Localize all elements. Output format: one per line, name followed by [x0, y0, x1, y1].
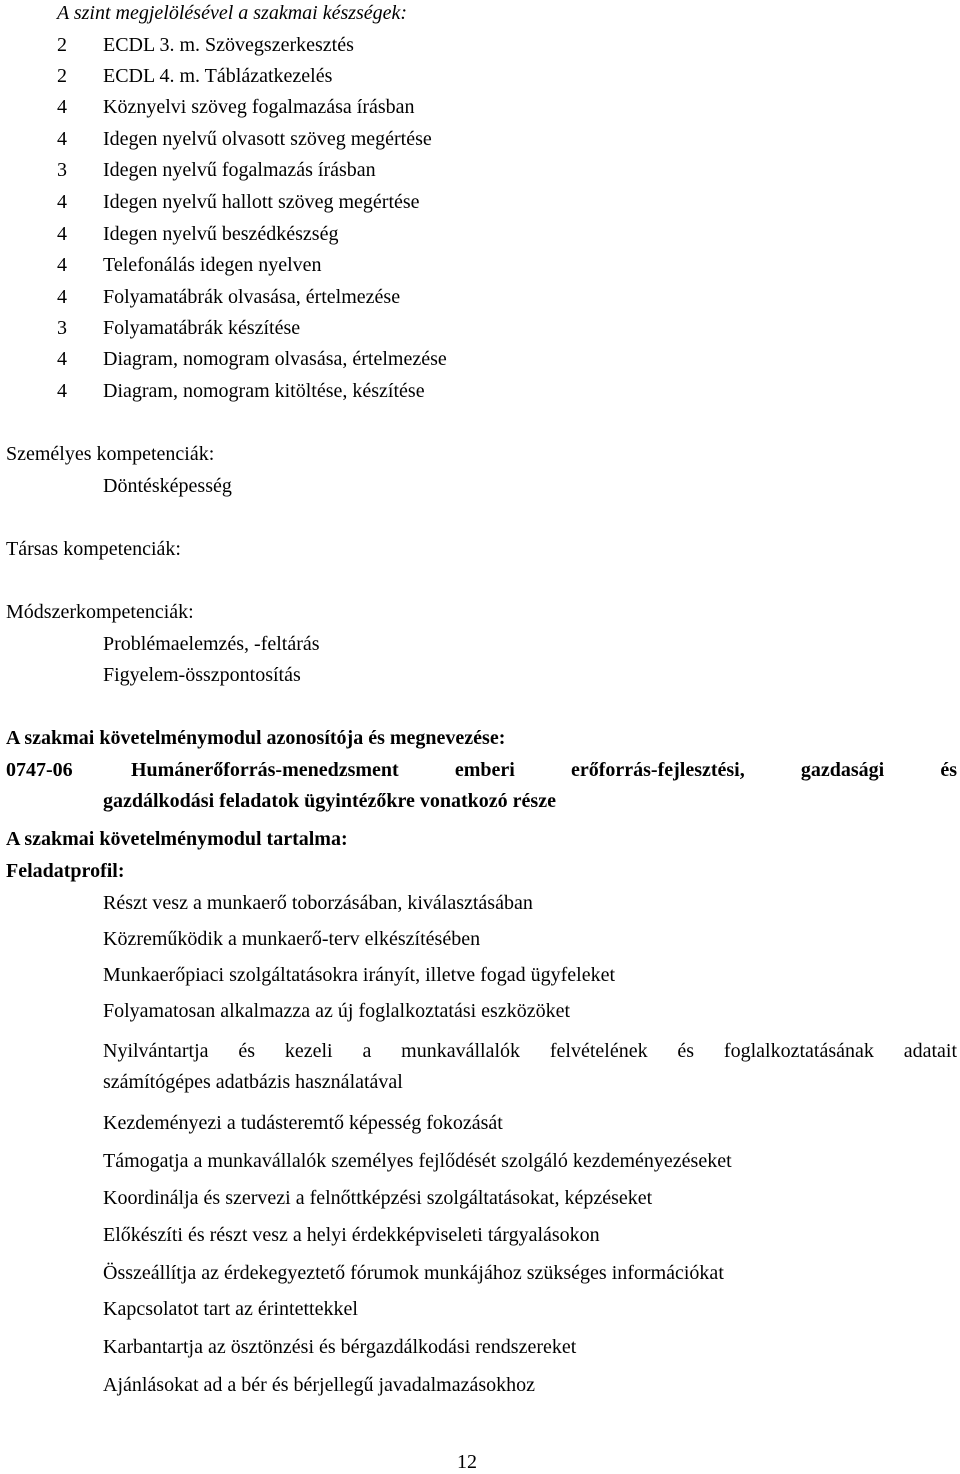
skill-level: 4 — [57, 96, 67, 118]
skill-label: Idegen nyelvű fogalmazás írásban — [103, 159, 376, 181]
page-number: 12 — [457, 1451, 477, 1473]
skill-level: 4 — [57, 128, 67, 150]
task-item: Közreműködik a munkaerő-terv elkészítésében — [103, 928, 481, 950]
task-item: Munkaerőpiaci szolgáltatásokra irányít, illetve fogad ügyfeleket — [103, 964, 616, 986]
skill-level: 4 — [57, 191, 67, 213]
module-name-line: gazdálkodási feladatok ügyintézőkre vonatkozó része — [103, 790, 556, 812]
task-item: Karbantartja az ösztönzési és bérgazdálkodási rendszereket — [103, 1336, 577, 1358]
skill-label: ECDL 4. m. Táblázatkezelés — [103, 65, 333, 87]
task-item: Ajánlásokat ad a bér és bérjellegű javadalmazásokhoz — [103, 1374, 536, 1396]
task-item: Kezdeményezi a tudásteremtő képesség fokozását — [103, 1112, 503, 1134]
task-item: Összeállítja az érdekegyeztető fórumok munkájához szükséges információkat — [103, 1262, 724, 1284]
method-competencies-heading: Módszerkompetenciák: — [6, 601, 194, 623]
module-code: 0747-06 — [6, 759, 73, 781]
skills-heading: A szint megjelölésével a szakmai készségek: — [57, 2, 408, 24]
skill-level: 4 — [57, 223, 67, 245]
skill-level: 4 — [57, 348, 67, 370]
skill-level: 4 — [57, 380, 67, 402]
task-item: Kapcsolatot tart az érintettekkel — [103, 1298, 358, 1320]
module-content-heading: A szakmai követelménymodul tartalma: — [6, 828, 348, 850]
module-id-heading: A szakmai követelménymodul azonosítója és megnevezése: — [6, 727, 506, 749]
skill-level: 3 — [57, 159, 67, 181]
skill-label: Köznyelvi szöveg fogalmazása írásban — [103, 96, 415, 118]
personal-competency-item: Döntésképesség — [103, 475, 232, 497]
task-item: Támogatja a munkavállalók személyes fejlődését szolgáló kezdeményezéseket — [103, 1150, 732, 1172]
method-competency-item: Problémaelemzés, -feltárás — [103, 633, 320, 655]
task-item: Nyilvántartja és kezeli a munkavállalók felvételének és foglalkoztatásának adatait — [103, 1040, 957, 1062]
skill-level: 2 — [57, 34, 67, 56]
skill-label: Idegen nyelvű hallott szöveg megértése — [103, 191, 420, 213]
skill-level: 4 — [57, 254, 67, 276]
skill-label: Diagram, nomogram olvasása, értelmezése — [103, 348, 447, 370]
skill-level: 2 — [57, 65, 67, 87]
skill-label: Folyamatábrák készítése — [103, 317, 301, 339]
task-item: Részt vesz a munkaerő toborzásában, kiválasztásában — [103, 892, 533, 914]
skill-label: Idegen nyelvű beszédkészség — [103, 223, 339, 245]
skill-label: ECDL 3. m. Szövegszerkesztés — [103, 34, 354, 56]
task-item: Előkészíti és részt vesz a helyi érdekképviseleti tárgyalásokon — [103, 1224, 600, 1246]
skill-label: Telefonálás idegen nyelven — [103, 254, 322, 276]
skill-level: 4 — [57, 286, 67, 308]
task-profile-heading: Feladatprofil: — [6, 860, 125, 882]
task-item: Folyamatosan alkalmazza az új foglalkoztatási eszközöket — [103, 1000, 571, 1022]
social-competencies-heading: Társas kompetenciák: — [6, 538, 181, 560]
skill-label: Idegen nyelvű olvasott szöveg megértése — [103, 128, 432, 150]
skill-level: 3 — [57, 317, 67, 339]
personal-competencies-heading: Személyes kompetenciák: — [6, 443, 215, 465]
method-competency-item: Figyelem-összpontosítás — [103, 664, 301, 686]
skill-label: Folyamatábrák olvasása, értelmezése — [103, 286, 401, 308]
task-item-continuation: számítógépes adatbázis használatával — [103, 1071, 403, 1093]
module-name-line: Humánerőforrás-menedzsment emberi erőforrás-fejlesztési, gazdasági és — [131, 759, 957, 781]
skill-label: Diagram, nomogram kitöltése, készítése — [103, 380, 425, 402]
task-item: Koordinálja és szervezi a felnőttképzési szolgáltatásokat, képzéseket — [103, 1187, 653, 1209]
